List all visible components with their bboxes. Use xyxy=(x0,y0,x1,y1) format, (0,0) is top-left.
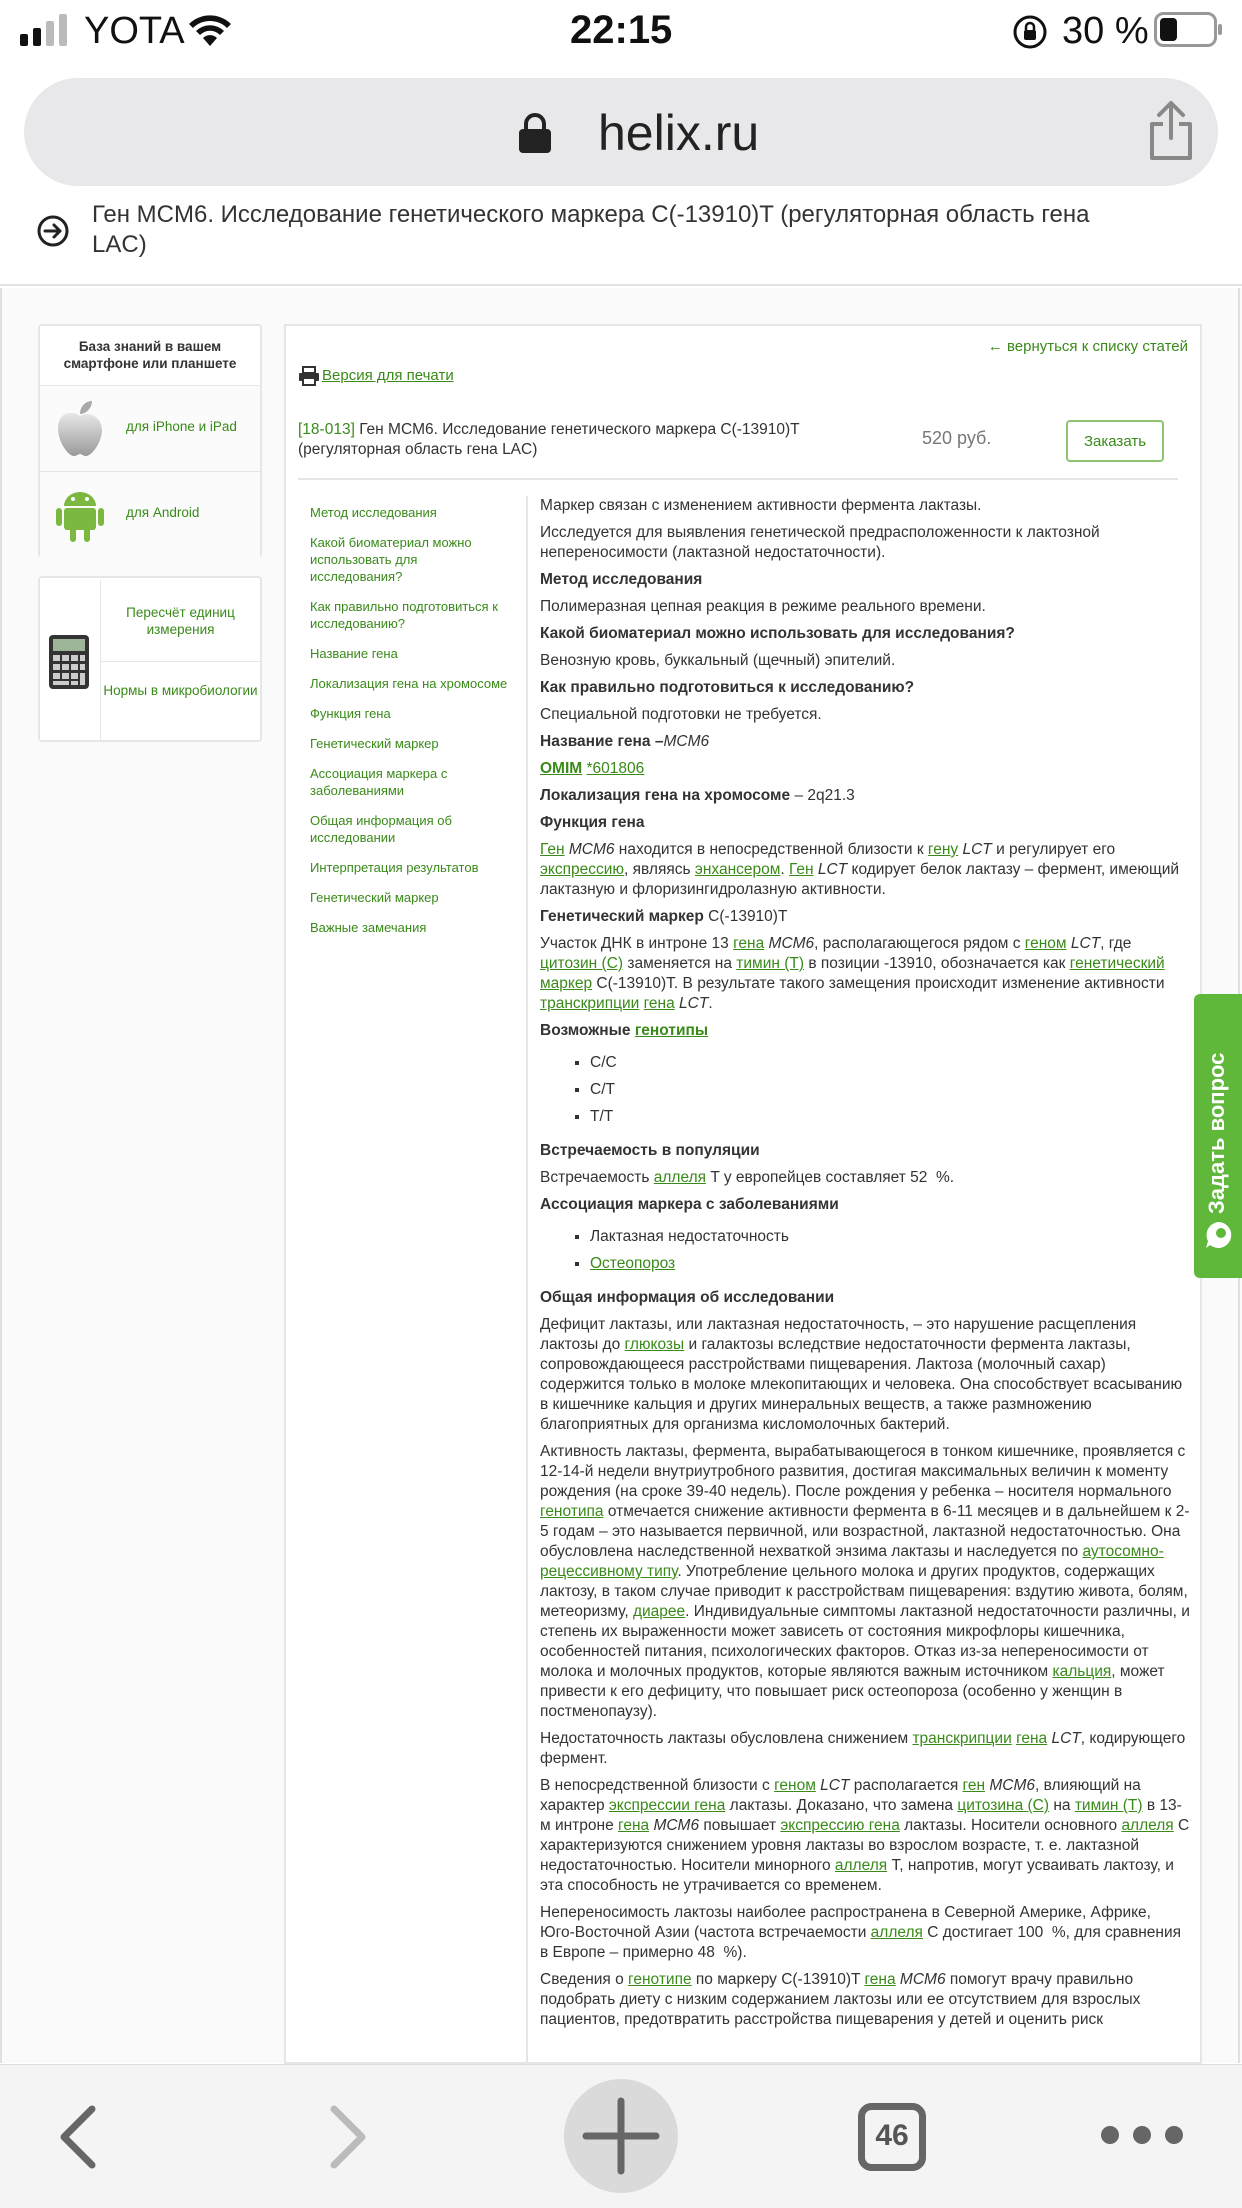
list-item[interactable]: ▪ Остеопороз xyxy=(590,1254,1190,1274)
printer-icon xyxy=(298,366,320,386)
signal-icon xyxy=(20,14,72,46)
battery-icon xyxy=(1154,12,1224,48)
forward-icon[interactable] xyxy=(326,2105,370,2169)
list-item: ▪ C/T xyxy=(590,1080,1190,1100)
page-header xyxy=(0,196,1242,286)
heading-gene-name: Название гена –MCM6 xyxy=(540,733,710,750)
toc-item[interactable]: Ассоциация маркера с заболеваниями xyxy=(310,766,448,798)
toc-item[interactable]: Название гена xyxy=(310,646,398,661)
toc-item[interactable]: Функция гена xyxy=(310,706,391,721)
test-title: Ген MCM6. Исследование генетического маркера C(-13910)T (регуляторная область гена LAC) xyxy=(298,421,800,458)
iphone-app-link[interactable] xyxy=(40,386,260,472)
more-icon[interactable] xyxy=(1100,2125,1184,2145)
general-para-2: Активность лактазы, фермента, вырабатывающегося в тонком кишечнике, проявляется с 12-14-й недели внутриутробного развития, достигая максимальных величин к моменту рождения (на сроке 39-40 недель). После рождения у ребенка – носителя нормального генотипа отмечается снижение активности фермента в 6-11 месяцев и в дальнейшем к 2-5 годам – это называется первичной, или возрастной, лактазной недостаточностью. Она обусловлена наследственной нехваткой энзима лактазы и наследуется по аутосомно-рецессивному типу. Употребление цельного молока и других продуктов, содержащих лактозу, в таком случае приводит к расстройствам пищеварения: вздутию живота, болям, метеоризму, диарее. Индивидуальные симптомы лактазной недостаточности различны, и степень их выраженности может зависеть от состояния микрофлоры кишечника, особенностей питания, психологических факторов. Отказ из-за непереносимости от молока и молочных продуктов, которые являются важным источником кальция, может привести к его дефициту, что повышает риск остеопороза (особенно у женщин в постменопаузу). xyxy=(540,1443,1190,1720)
page-title: Ген MCM6. Исследование генетического маркера C(-13910)T (регуляторная область гена LAC) xyxy=(92,201,1090,258)
frequency-text: Встречаемость аллеля T у европейцев составляет 52 %. xyxy=(540,1169,955,1186)
share-icon[interactable] xyxy=(1146,100,1196,162)
association-list xyxy=(590,1227,1190,1274)
microbiology-norms-link[interactable]: Нормы в микробиологии xyxy=(100,662,260,740)
general-para-4: В непосредственной близости с геном LCT располагается ген MCM6, влияющий на характер экспрессии гена лактазы. Доказано, что замена цитозина (C) на тимин (T) в 13-м интроне гена MCM6 повышает экспрессию гена лактазы. Носители основного аллеля C характеризуются снижением уровня лактазы во взрослом возрасте, т. е. лактазной недостаточностью. Носители минорного аллеля T, напротив, могут усваивать лактозу, и эта способность не утрачивается со временем. xyxy=(540,1777,1190,1894)
rotation-lock-icon xyxy=(1012,14,1048,50)
omim-number-link[interactable]: *601806 xyxy=(586,760,645,777)
omim-link[interactable]: OMIM xyxy=(540,760,583,777)
heading-association: Ассоциация маркера с заболеваниями xyxy=(540,1196,839,1213)
article-panel xyxy=(284,324,1202,2064)
android-icon xyxy=(54,484,106,544)
carrier-name: YOTA xyxy=(84,10,185,52)
browser-toolbar xyxy=(0,2064,1242,2208)
battery-percent: 30 % xyxy=(1062,10,1149,52)
genotypes-list xyxy=(590,1053,1190,1127)
wifi-icon xyxy=(188,14,232,48)
back-icon[interactable] xyxy=(56,2105,100,2169)
chat-icon xyxy=(1204,1220,1234,1250)
price: 520 руб. xyxy=(922,428,992,448)
general-para-3: Недостаточность лактазы обусловлена снижением транскрипции гена LCT, кодирующего фермент. xyxy=(540,1730,1186,1767)
order-title xyxy=(298,420,838,460)
heading-frequency: Встречаемость в популяции xyxy=(540,1142,760,1159)
lock-icon xyxy=(518,112,552,154)
toc-item[interactable]: Какой биоматериал можно использовать для исследования? xyxy=(310,535,472,584)
order-button[interactable]: Заказать xyxy=(1066,420,1164,462)
general-para-5: Непереносимость лактозы наиболее распространена в Северной Америке, Африке, Юго-Восточной Азии (частота встречаемости аллеля C достигает 100 %, для сравнения в Европе – примерно 48 %). xyxy=(540,1904,1182,1961)
content-divider xyxy=(526,496,528,2066)
toc-item[interactable]: Как правильно подготовиться к исследованию? xyxy=(310,599,498,631)
new-tab-icon[interactable] xyxy=(564,2079,678,2193)
apps-box xyxy=(38,324,262,558)
preparation-text: Специальной подготовки не требуется. xyxy=(540,706,822,723)
locus-line: Локализация гена на хромосоме – 2q21.3 xyxy=(540,787,855,804)
intro-2: Исследуется для выявления генетической предрасположенности к лактозной непереносимости (лактазной недостаточности). xyxy=(540,524,1100,561)
address-bar[interactable] xyxy=(24,78,1218,186)
heading-genotypes: Возможные генотипы xyxy=(540,1022,709,1039)
list-item: ▪ Лактазная недостаточность xyxy=(590,1227,1190,1247)
marker-text: Участок ДНК в интроне 13 гена MCM6, располагающегося рядом с геном LCT, где цитозин (C) заменяется на тимин (T) в позиции -13910, обозначается как генетический маркер C(-13910)T. В результате такого замещения происходит изменение активности транскрипции гена LCT. xyxy=(540,935,1165,1012)
status-bar xyxy=(0,0,1242,62)
tabs-button[interactable] xyxy=(858,2103,926,2171)
toc-item[interactable]: Локализация гена на хромосоме xyxy=(310,676,508,691)
tools-box xyxy=(38,576,262,742)
android-app-link[interactable] xyxy=(40,472,260,558)
toc-item[interactable]: Генетический маркер xyxy=(310,736,439,751)
toc-item[interactable]: Общая информация об исследовании xyxy=(310,813,452,845)
intro-1: Маркер связан с изменением активности фермента лактазы. xyxy=(540,497,982,514)
print-version-link[interactable]: Версия для печати xyxy=(322,366,454,384)
calculator-icon xyxy=(48,634,90,690)
heading-biomaterial: Какой биоматериал можно использовать для исследования? xyxy=(540,625,1015,642)
print-version[interactable] xyxy=(298,366,454,386)
heading-method: Метод исследования xyxy=(540,571,703,588)
toc-item[interactable]: Важные замечания xyxy=(310,920,427,935)
function-text: Ген MCM6 находится в непосредственной близости к гену LCT и регулирует его экспрессию, являясь энхансером. Ген LCT кодирует белок лактазу – фермент, имеющий лактазную и флоризингидролазную активности. xyxy=(540,841,1180,898)
order-row xyxy=(298,420,1178,480)
ask-question-tab[interactable] xyxy=(1194,994,1242,1278)
android-app-label: для Android xyxy=(126,505,200,520)
test-code: [18-013] xyxy=(298,421,355,438)
apple-icon xyxy=(54,398,106,458)
list-item: ▪ C/C xyxy=(590,1053,1190,1073)
article-body xyxy=(540,496,1190,2037)
arrow-circle-icon[interactable] xyxy=(36,214,70,248)
list-item: ▪ T/T xyxy=(590,1107,1190,1127)
heading-function: Функция гена xyxy=(540,814,645,831)
toc-item[interactable]: Метод исследования xyxy=(310,505,437,520)
url-text: helix.ru xyxy=(598,105,760,161)
frame-left-border xyxy=(0,288,2,2063)
toc-item[interactable]: Интерпретация результатов xyxy=(310,860,479,875)
table-of-contents xyxy=(310,504,510,949)
toc-item[interactable]: Генетический маркер xyxy=(310,890,439,905)
method-text: Полимеразная цепная реакция в режиме реального времени. xyxy=(540,598,986,615)
general-para-6: Сведения о генотипе по маркеру C(-13910)T гена MCM6 помогут врачу правильно подобрать диету с низким содержанием лактозы или ее отсутствием для взрослых пациентов, предотвратить расстройства пищеварения у детей и оценить риск xyxy=(540,1971,1141,2028)
biomaterial-text: Венозную кровь, буккальный (щечный) эпителий. xyxy=(540,652,896,669)
ask-question-label: Задать вопрос xyxy=(1204,1052,1229,1214)
omim-line xyxy=(540,759,1190,779)
heading-general-info: Общая информация об исследовании xyxy=(540,1289,835,1306)
tabs-count: 46 xyxy=(875,2119,909,2152)
apps-box-title: База знаний в вашем смартфоне или планшете xyxy=(40,326,260,386)
back-to-articles-link[interactable]: ← вернуться к списку статей xyxy=(987,338,1188,355)
clock: 22:15 xyxy=(570,8,673,52)
iphone-app-label: для iPhone и iPad xyxy=(126,419,237,434)
unit-converter-link[interactable]: Пересчёт единиц измерения xyxy=(100,580,260,662)
general-para-1: Дефицит лактазы, или лактазная недостаточность, – это нарушение расщепления лактозы до глюкозы и галактозы вследствие недостаточности фермента лактазы, сопровождающееся расстройствами пищеварения. Лактоза (молочный сахар) содержится только в молоке млекопитающих и человека. Она способствует всасыванию в кишечнике кальция и других минеральных веществ, а также размножению благоприятных для организма кисломолочных бактерий. xyxy=(540,1316,1183,1433)
marker-line: Генетический маркер C(-13910)T xyxy=(540,908,788,925)
heading-preparation: Как правильно подготовиться к исследованию? xyxy=(540,679,915,696)
